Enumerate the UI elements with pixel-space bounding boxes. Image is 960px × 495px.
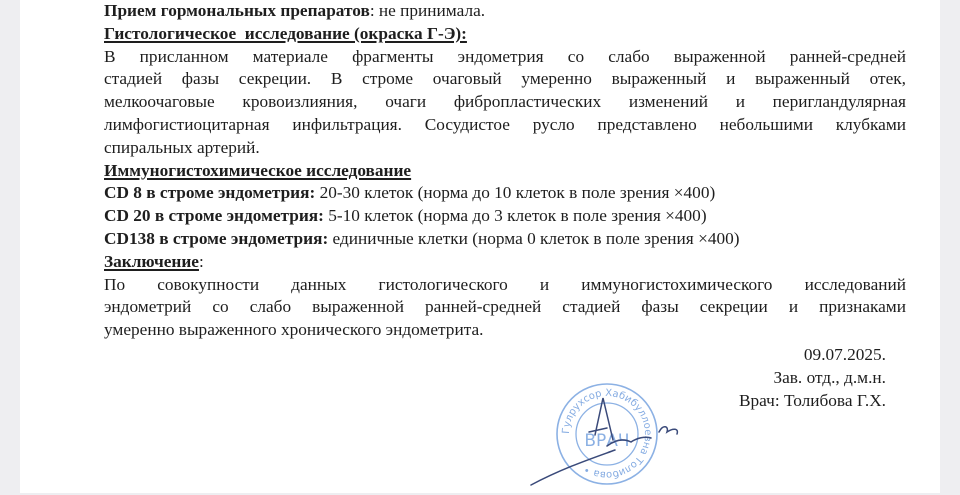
signer-position: Зав. отд., д.м.н. bbox=[773, 367, 886, 387]
ihc-value: 20-30 клеток (норма до 10 клеток в поле зрения ×400) bbox=[315, 183, 716, 203]
hormones-label: Прием гормональных препаратов bbox=[104, 1, 370, 20]
conclusion-line: По совокупности данных гистологического и иммуногистохимического исследований bbox=[104, 274, 906, 294]
document-body bbox=[104, 0, 906, 342]
hormones-value: : не принимала. bbox=[369, 1, 486, 20]
ihc-value: 5-10 клеток (норма до 3 клеток в поле зрения ×400) bbox=[323, 206, 707, 226]
report-date: 09.07.2025. bbox=[803, 345, 886, 364]
ihc-value: единичные клетки (норма 0 клеток в поле зрения ×400) bbox=[328, 228, 740, 248]
conclusion-heading-text: Заключение bbox=[104, 251, 199, 271]
conclusion-text bbox=[104, 274, 906, 342]
conclusion-line: умеренно выраженного хронического эндометрита. bbox=[104, 320, 484, 340]
ihc-heading-text: Иммуногистохимическое исследование bbox=[104, 160, 412, 180]
histology-line: В присланном материале фрагменты эндометрия со слабо выраженной ранней-средней bbox=[104, 46, 906, 66]
conclusion-colon: : bbox=[198, 251, 204, 271]
ihc-row-cd138 bbox=[104, 228, 906, 251]
ihc-heading bbox=[104, 160, 906, 183]
ihc-row-cd20 bbox=[104, 205, 906, 228]
conclusion-heading bbox=[104, 251, 906, 274]
histology-heading bbox=[104, 23, 906, 46]
ihc-label: CD 8 в строме эндометрия: bbox=[104, 183, 316, 203]
histology-line: стадией фазы секреции. В строме очаговый умеренно выраженный и выраженный отек, bbox=[104, 69, 906, 89]
hormones-line bbox=[104, 0, 906, 23]
conclusion-line: эндометрий со слабо выраженной ранней-средней стадией фазы секреции и признаками bbox=[104, 297, 906, 317]
ihc-label: CD 20 в строме эндометрия: bbox=[104, 206, 324, 226]
svg-text:Гулрухсор Хабибуллоевна Толибо: Гулрухсор Хабибуллоевна Толибова • bbox=[560, 387, 654, 481]
stamp-seal-icon bbox=[523, 380, 693, 490]
ihc-row-cd8 bbox=[104, 182, 906, 205]
histology-line: лимфогистиоцитарная инфильтрация. Сосудистое русло представлено небольшими клубками bbox=[104, 114, 906, 134]
document-page bbox=[20, 0, 940, 493]
histology-line: спиральных артерий. bbox=[104, 137, 260, 157]
signer-name: Врач: Толибова Г.Х. bbox=[738, 390, 886, 410]
histology-text bbox=[104, 46, 906, 160]
doctor-stamp bbox=[523, 380, 693, 490]
signature-block bbox=[739, 344, 886, 412]
svg-text:ВРАЧ: ВРАЧ bbox=[584, 431, 630, 451]
ihc-label: CD138 в строме эндометрия: bbox=[104, 228, 329, 248]
histology-line: мелкоочаговые кровоизлияния, очаги фибропластических изменений и перигландулярная bbox=[104, 92, 906, 112]
histology-heading-text: Гистологическое исследование (окраска Г-Э): bbox=[104, 23, 467, 43]
